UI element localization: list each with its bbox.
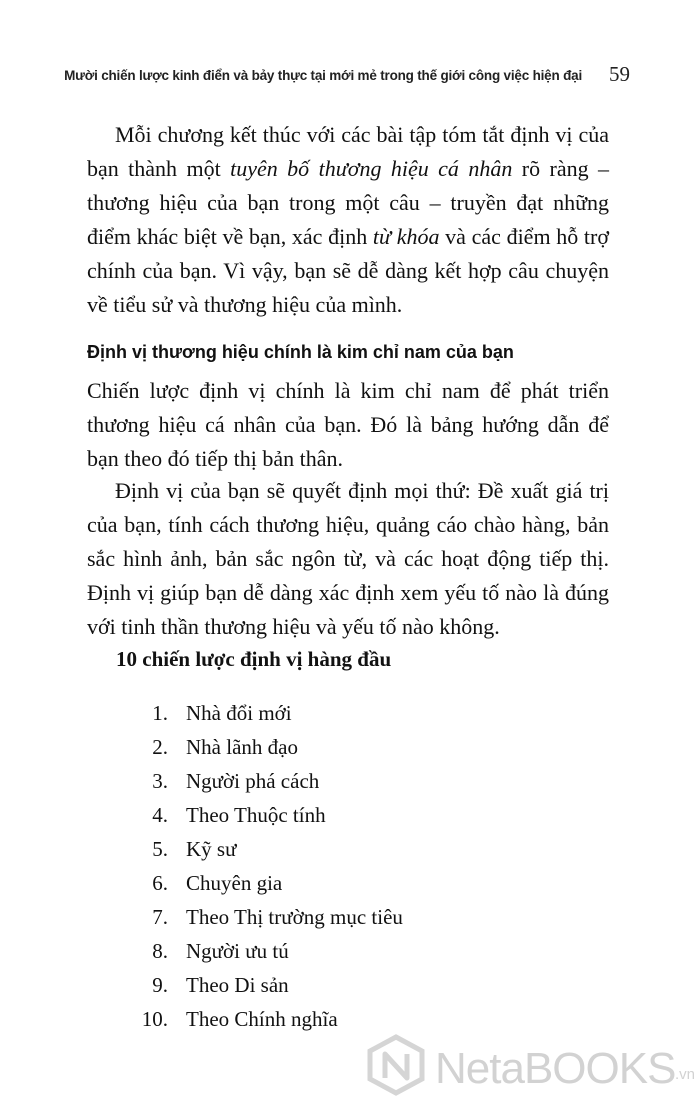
body-paragraph-1: Chiến lược định vị chính là kim chỉ nam để phát triển thương hiệu cá nhân của bạn. Đó là bảng hướng dẫn để bạn theo đó tiếp thị bản thân.: [87, 378, 609, 471]
intro-emphasis-2: từ khóa: [372, 224, 440, 249]
list-item: [0, 968, 700, 1002]
list-item: [0, 832, 700, 866]
watermark-brand: NetaBOOKS: [435, 1044, 676, 1093]
netabooks-logo-icon: [365, 1034, 427, 1096]
list-item-number: 9.: [152, 973, 168, 997]
watermark: [365, 1028, 700, 1108]
list-item-label: Kỹ sư: [186, 837, 237, 861]
list-item-label: Theo Di sản: [186, 973, 289, 997]
page-header: [0, 60, 700, 90]
list-item: [0, 900, 700, 934]
watermark-suffix: .vn: [675, 1066, 696, 1083]
list-item-label: Theo Thị trường mục tiêu: [186, 905, 403, 929]
list-item-number: 5.: [152, 837, 168, 861]
list-item-label: Người ưu tú: [186, 939, 289, 963]
list-title: 10 chiến lược định vị hàng đầu: [116, 647, 392, 671]
list-item: [0, 696, 700, 730]
page-number: 59: [609, 62, 630, 86]
intro-text-1: Mỗi chương kết thúc với các bài tập tóm tắt định vị của bạn thành một: [87, 122, 609, 181]
list-item-label: Người phá cách: [186, 769, 320, 793]
list-item-label: Nhà lãnh đạo: [186, 735, 298, 759]
list-item: [0, 730, 700, 764]
list-item-label: Nhà đổi mới: [186, 701, 292, 725]
list-item-number: 6.: [152, 871, 168, 895]
list-item: [0, 934, 700, 968]
list-item-number: 10.: [141, 1007, 168, 1031]
running-title: Mười chiến lược kinh điển và bảy thực tại mới mẻ trong thế giới công việc hiện đại: [64, 68, 582, 83]
list-item-number: 1.: [152, 701, 168, 725]
list-item-label: Chuyên gia: [186, 871, 283, 895]
list-item-number: 8.: [152, 939, 168, 963]
list-item-number: 7.: [152, 905, 168, 929]
strategy-list: [0, 696, 700, 1036]
list-item-label: Theo Thuộc tính: [186, 803, 326, 827]
list-item-number: 2.: [152, 735, 168, 759]
intro-text-3: và các điểm hỗ trợ chính của bạn. Vì vậy, bạn sẽ dễ dàng kết hợp câu chuyện về tiểu sử và thương hiệu của mình.: [87, 224, 609, 317]
body-paragraph-2: Định vị của bạn sẽ quyết định mọi thứ: Đề xuất giá trị của bạn, tính cách thương hiệu, quảng cáo chào hàng, bản sắc hình ảnh, bản sắc ngôn từ, và các hoạt động tiếp thị. Định vị giúp bạn dễ dàng xác định xem yếu tố nào là đúng với tinh thần thương hiệu và yếu tố nào không.: [87, 478, 609, 639]
intro-text-2: rõ ràng – thương hiệu của bạn trong một câu – truyền đạt những điểm khác biệt về bạn, xác định: [87, 156, 610, 249]
list-item-label: Theo Chính nghĩa: [186, 1007, 338, 1031]
list-item: [0, 866, 700, 900]
intro-emphasis-1: tuyên bố thương hiệu cá nhân: [230, 156, 513, 181]
section-heading: Định vị thương hiệu chính là kim chỉ nam của bạn: [87, 342, 514, 362]
intro-paragraph: [87, 118, 609, 322]
list-item-number: 4.: [152, 803, 168, 827]
list-item: [0, 764, 700, 798]
list-item: [0, 798, 700, 832]
list-item-number: 3.: [152, 769, 168, 793]
